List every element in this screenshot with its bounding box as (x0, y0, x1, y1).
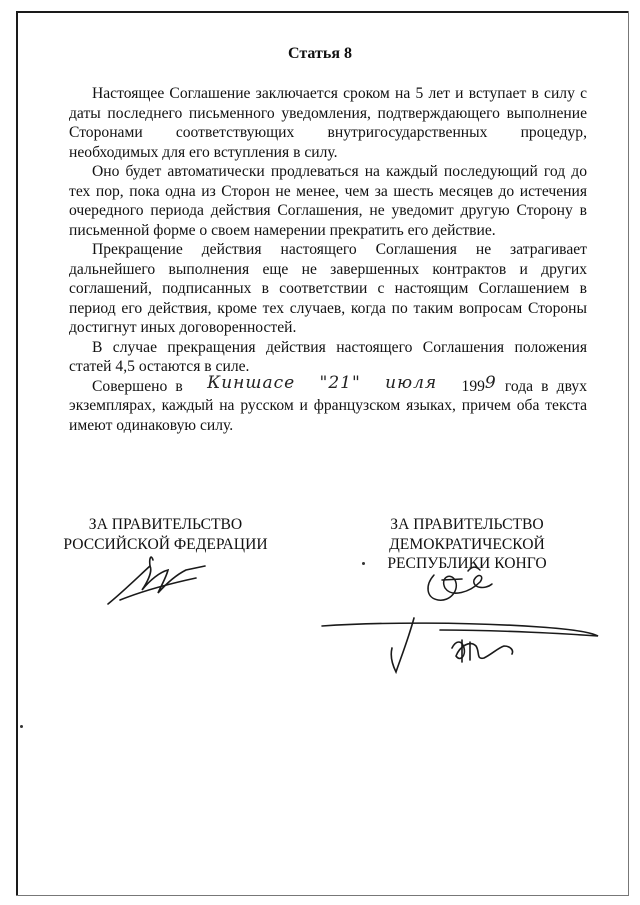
paragraph-termination: Прекращение действия настоящего Соглашения не затрагивает дальнейшего выполнения еще не завершенных контрактов и других соглашений, подписанных в соответствии с настоящим Соглашением в период его действия, кроме тех случаев, когда по таким вопросам Стороны достигнут иных договоренностей. (69, 241, 587, 336)
paragraph-renewal: Оно будет автоматически продлеваться на каждый последующий год до тех пор, пока одна из Сторон не менее, чем за шесть месяцев до истечения очередного периода действия Соглашения, не уведомит другую Сторону в письменной форме о своем намерении прекратить его действие. (69, 163, 587, 239)
year-prefix: 199 (461, 377, 485, 395)
signatory-left-line1: ЗА ПРАВИТЕЛЬСТВО (88, 516, 243, 533)
completion-after-year: года в двух экземплярах, каждый на русском и французском языках, причем оба текста имеют одинаковую силу. (69, 377, 588, 434)
signatory-left (48, 515, 283, 554)
paragraph-term: Настоящее Соглашение заключается сроком на 5 лет и вступает в силу с даты последнего письменного уведомления, подтверждающего выполнение Сторонами соответствующих внутригосударственных процедур, необходимых для его вступления в силу. (69, 85, 587, 161)
handwritten-place: Киншасе (207, 372, 296, 393)
scan-edge (628, 11, 629, 896)
signatory-right-line3: РЕСПУБЛИКИ КОНГО (387, 555, 547, 572)
handwritten-year: 9 (484, 372, 497, 393)
scan-speck (362, 562, 365, 565)
handwritten-day: "21" (319, 372, 361, 393)
scan-speck (20, 725, 23, 728)
scan-edge (16, 895, 628, 896)
paragraph-completion (69, 372, 588, 436)
completion-before-place: Совершено в (92, 377, 183, 395)
signatory-right-line2: ДЕМОКРАТИЧЕСКОЙ (389, 535, 545, 553)
paragraph-survival: В случае прекращения действия настоящего Соглашения положения статей 4,5 остаются в силе. (69, 338, 587, 375)
article-title: Статья 8 (288, 45, 352, 62)
signatory-right-line1: ЗА ПРАВИТЕЛЬСТВО (390, 516, 544, 533)
article-body (69, 84, 587, 435)
signatory-right (373, 515, 561, 574)
handwritten-month: июля (385, 372, 438, 393)
signatory-left-line2: РОССИЙСКОЙ ФЕДЕРАЦИИ (63, 535, 268, 553)
